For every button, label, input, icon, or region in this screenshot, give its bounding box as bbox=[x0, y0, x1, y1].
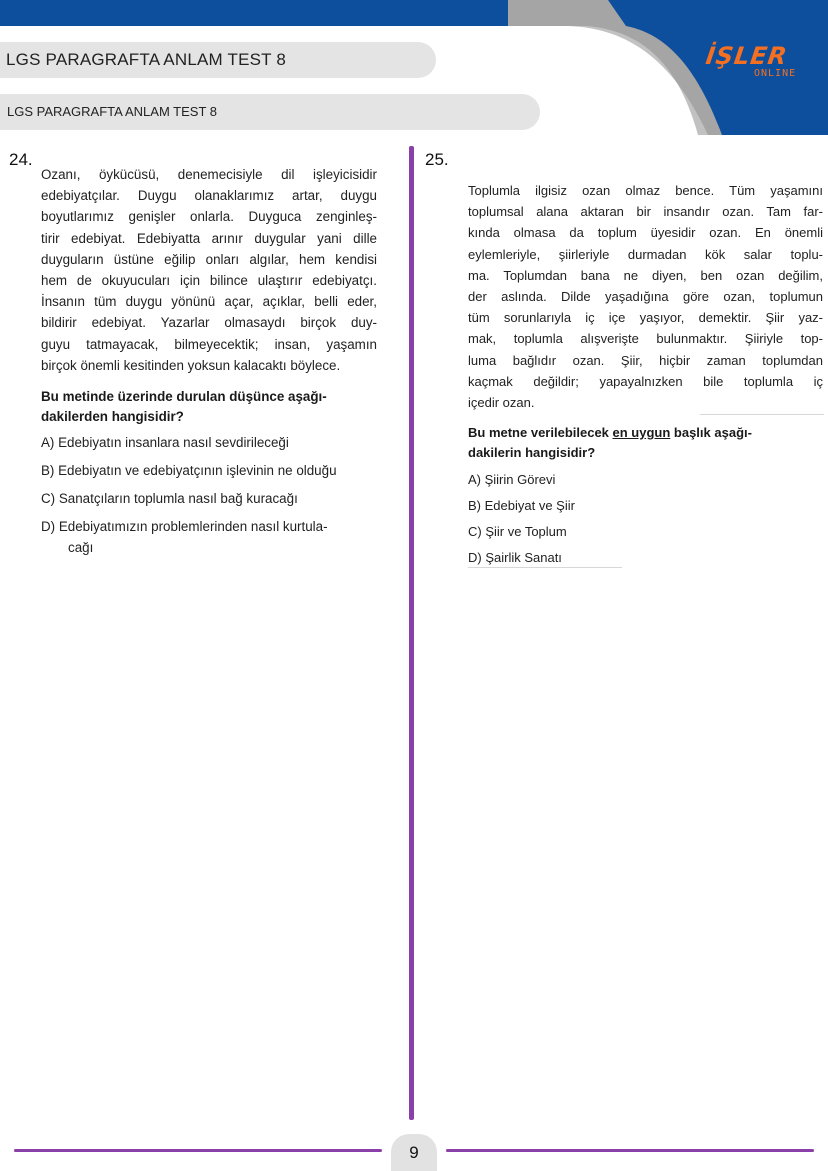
passage-line: eylemleriyle, şiirleriyle durmadan kök salar toplu- bbox=[468, 246, 823, 262]
prompt-text: Bu metne verilebilecek bbox=[468, 425, 613, 440]
passage-line: guyu tatmayacak, bilmeyecektik; insan, yaşamın bbox=[41, 336, 377, 352]
passage-end-rule bbox=[700, 414, 824, 415]
passage-line: kında olmasa da toplum üyesidir ozan. En önemli bbox=[468, 225, 823, 241]
passage-line: içedir ozan. bbox=[468, 395, 535, 411]
question-25-prompt bbox=[468, 423, 752, 463]
prompt-line bbox=[468, 423, 752, 443]
question-24-option-d-cont: cağı bbox=[68, 540, 94, 555]
page-subtitle: LGS PARAGRAFTA ANLAM TEST 8 bbox=[7, 104, 217, 119]
question-25-passage bbox=[468, 180, 823, 413]
passage-line: kaçmak değildir; yapayalnızken bile toplumla iç bbox=[468, 373, 823, 389]
prompt-line: dakilerden hangisidir? bbox=[41, 409, 184, 424]
options-end-rule bbox=[468, 567, 622, 568]
passage-line: edebiyatçılar. Duygu olanaklarımız artar, duygu bbox=[41, 188, 377, 204]
passage-line: tirir edebiyat. Edebiyatta arınır duygular yani dille bbox=[41, 230, 377, 246]
footer-line-left bbox=[14, 1149, 382, 1152]
question-24-prompt bbox=[41, 387, 327, 427]
passage-line: duyguların üstüne eğilip onları algılar, hem kendisi bbox=[41, 251, 377, 267]
question-number-24: 24. bbox=[9, 150, 33, 169]
passage-line: der aslında. Dilde yaşadığına göre ozan, toplumun bbox=[468, 289, 823, 305]
prompt-text: başlık aşağı- bbox=[670, 425, 752, 440]
question-24-option-b[interactable]: B) Edebiyatın ve edebiyatçının işlevinin ne olduğu bbox=[41, 463, 337, 478]
question-24-passage bbox=[41, 164, 377, 376]
logo-subtext: ONLINE bbox=[754, 68, 797, 79]
passage-line: mak, toplumla alışverişte bulunmaktır. Şiiriyle top- bbox=[468, 331, 823, 347]
question-25-option-a[interactable]: A) Şiirin Görevi bbox=[468, 472, 556, 487]
passage-line: boyutlarımız genişler onlarla. Duyguca zenginleş- bbox=[41, 209, 377, 225]
passage-line: ma. Toplumdan bana ne diyen, ben ozan değilim, bbox=[468, 267, 823, 283]
question-24-option-a[interactable]: A) Edebiyatın insanlara nasıl sevdirileceği bbox=[41, 435, 289, 450]
passage-line: tüm sorunlarıyla iç içe yaşıyor, demektir. Şiir yaz- bbox=[468, 310, 823, 326]
page-title: LGS PARAGRAFTA ANLAM TEST 8 bbox=[6, 50, 287, 69]
question-number-25: 25. bbox=[425, 150, 449, 169]
prompt-emphasis: en uygun bbox=[612, 425, 671, 440]
column-divider bbox=[409, 146, 414, 1120]
passage-line: toplumsal alana aktaran bir insandır ozan. Tam far- bbox=[468, 204, 823, 220]
prompt-line: Bu metinde üzerinde durulan düşünce aşağı- bbox=[41, 389, 327, 404]
question-24-option-d[interactable]: D) Edebiyatımızın problemlerinden nasıl kurtula- bbox=[41, 519, 328, 534]
brand-logo bbox=[706, 42, 816, 84]
footer-line-right bbox=[446, 1149, 814, 1152]
question-25-option-c[interactable]: C) Şiir ve Toplum bbox=[468, 524, 567, 539]
passage-line: birçok önemli kesitinden yoksun kalacaktı böylece. bbox=[41, 357, 341, 373]
prompt-line: dakilerin hangisidir? bbox=[468, 445, 596, 460]
question-24-option-c[interactable]: C) Sanatçıların toplumla nasıl bağ kuracağı bbox=[41, 491, 298, 506]
passage-line: luma bağlıdır ozan. Şiir, hiçbir zaman toplumdan bbox=[468, 352, 823, 368]
passage-line: hem de okuyucuları için bilince ulaştırır edebiyatçı. bbox=[41, 273, 377, 289]
passage-line: bildirir edebiyat. Yazarlar olmasaydı birçok duy- bbox=[41, 315, 377, 331]
passage-line: Toplumla ilgisiz ozan olmaz bence. Tüm yaşamını bbox=[468, 183, 823, 198]
passage-line: İnsanın tüm duygu yönünü açar, açıklar, belli eder, bbox=[41, 294, 377, 310]
passage-line: Ozanı, öykücüsü, denemecisiyle dil işleyicisidir bbox=[41, 167, 377, 182]
question-25-option-d[interactable]: D) Şairlik Sanatı bbox=[468, 550, 562, 565]
logo-text: İŞLER bbox=[704, 42, 790, 70]
question-25-option-b[interactable]: B) Edebiyat ve Şiir bbox=[468, 498, 575, 513]
page-number: 9 bbox=[409, 1143, 419, 1162]
